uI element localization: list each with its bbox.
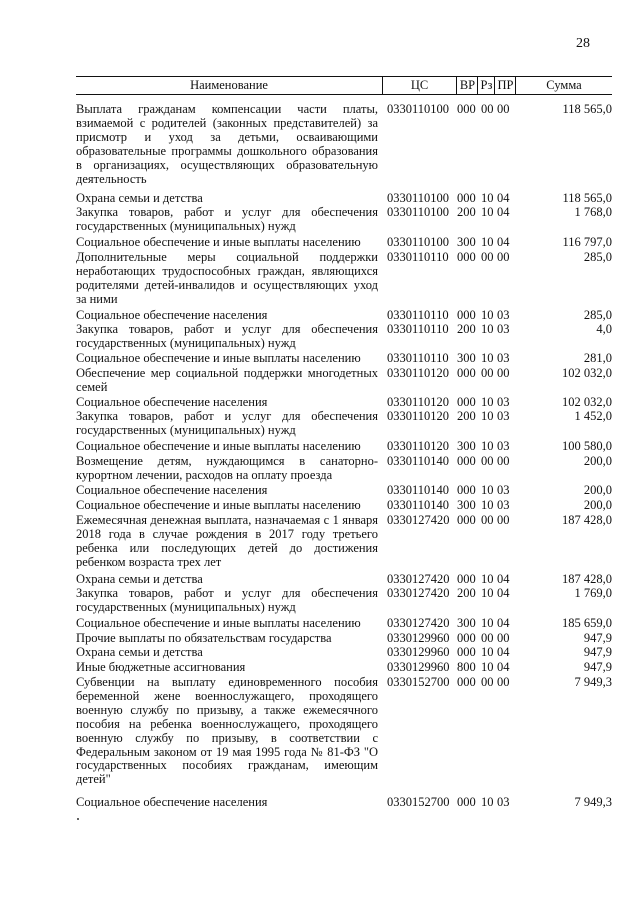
- row-rz: 00: [481, 250, 494, 264]
- row-pr: 04: [497, 660, 510, 674]
- row-pr: 04: [497, 645, 510, 659]
- header-name: Наименование: [190, 78, 268, 92]
- row-vr: 300: [457, 351, 476, 365]
- row-rz: 10: [481, 308, 494, 322]
- row-vr: 000: [457, 395, 476, 409]
- row-pr: 03: [497, 483, 510, 497]
- row-vr: 000: [457, 366, 476, 380]
- row-sum: 102 032,0: [562, 366, 612, 380]
- row-pr: 04: [497, 205, 510, 219]
- row-vr: 200: [457, 322, 476, 336]
- row-sum: 281,0: [583, 351, 612, 365]
- row-vr: 000: [457, 102, 476, 116]
- row-pr: 03: [497, 322, 510, 336]
- row-sum: 200,0: [583, 454, 612, 468]
- row-cs: 0330127420: [387, 616, 450, 630]
- row-cs: 0330127420: [387, 572, 450, 586]
- row-vr: 300: [457, 616, 476, 630]
- row-vr: 800: [457, 660, 476, 674]
- row-sum: 187 428,0: [562, 572, 612, 586]
- row-name: Закупка товаров, работ и услуг для обеспечения государственных (муниципальных) нужд: [76, 205, 378, 233]
- row-name: Закупка товаров, работ и услуг для обеспечения государственных (муниципальных) нужд: [76, 586, 378, 614]
- row-sum: 1 452,0: [574, 409, 612, 423]
- row-pr: 03: [497, 498, 510, 512]
- row-cs: 0330152700: [387, 675, 450, 689]
- row-name: Ежемесячная денежная выплата, назначаемая с 1 января 2018 года в случае рождения в 2017 году третьего ребенка или последующих детей до достижения ребенком возраста трех лет: [76, 513, 378, 569]
- row-rz: 10: [481, 191, 494, 205]
- row-cs: 0330110120: [387, 409, 450, 423]
- row-name: Социальное обеспечение и иные выплаты населению: [76, 351, 361, 365]
- row-rz: 10: [481, 616, 494, 630]
- row-pr: 03: [497, 795, 510, 809]
- row-name: Социальное обеспечение населения: [76, 483, 268, 497]
- row-name: Социальное обеспечение и иные выплаты населению: [76, 498, 361, 512]
- row-name: Социальное обеспечение населения: [76, 795, 268, 809]
- row-vr: 000: [457, 795, 476, 809]
- header-rz: Рз: [480, 78, 493, 92]
- row-sum: 118 565,0: [562, 191, 612, 205]
- row-vr: 000: [457, 454, 476, 468]
- header-bottom-rule: [76, 94, 612, 95]
- row-name: Социальное обеспечение населения: [76, 308, 268, 322]
- header-divider: [456, 76, 457, 95]
- row-sum: 7 949,3: [574, 675, 612, 689]
- row-rz: 10: [481, 395, 494, 409]
- row-name: Иные бюджетные ассигнования: [76, 660, 246, 674]
- row-rz: 00: [481, 631, 494, 645]
- row-rz: 00: [481, 366, 494, 380]
- row-pr: 00: [497, 454, 510, 468]
- row-sum: 1 768,0: [574, 205, 612, 219]
- row-vr: 300: [457, 439, 476, 453]
- row-rz: 00: [481, 102, 494, 116]
- row-rz: 00: [481, 675, 494, 689]
- row-cs: 0330110100: [387, 102, 450, 116]
- row-cs: 0330110110: [387, 351, 449, 365]
- row-cs: 0330129960: [387, 631, 450, 645]
- row-rz: 10: [481, 572, 494, 586]
- row-cs: 0330127420: [387, 513, 450, 527]
- row-name: Выплата гражданам компенсации части платы, взимаемой с родителей (законных представителей) за присмотр и уход за детьми, осваивающими образовательные программы дошкольного образования в организациях, осуществляющих образовательную деятельность: [76, 102, 378, 186]
- header-cs: ЦС: [410, 78, 429, 92]
- row-name: Дополнительные меры социальной поддержки неработающих трудоспособных граждан, являющихся родителями детей-инвалидов и осуществляющих уход за ними: [76, 250, 378, 306]
- header-pr: ПР: [497, 78, 514, 92]
- row-rz: 10: [481, 351, 494, 365]
- row-sum: 285,0: [583, 308, 612, 322]
- row-vr: 300: [457, 498, 476, 512]
- row-vr: 300: [457, 235, 476, 249]
- row-vr: 200: [457, 409, 476, 423]
- header-sum: Сумма: [546, 78, 582, 92]
- row-sum: 200,0: [583, 483, 612, 497]
- row-cs: 0330110140: [387, 483, 450, 497]
- row-sum: 947,9: [583, 660, 612, 674]
- row-rz: 10: [481, 660, 494, 674]
- page-number: 28: [576, 36, 590, 51]
- row-cs: 0330110110: [387, 308, 449, 322]
- row-vr: 000: [457, 483, 476, 497]
- row-sum: 102 032,0: [562, 395, 612, 409]
- row-pr: 00: [497, 102, 510, 116]
- row-vr: 000: [457, 572, 476, 586]
- row-name: Охрана семьи и детства: [76, 572, 203, 586]
- row-name: Социальное обеспечение и иные выплаты населению: [76, 616, 361, 630]
- row-name: Охрана семьи и детства: [76, 645, 203, 659]
- row-name: Охрана семьи и детства: [76, 191, 203, 205]
- row-name: Закупка товаров, работ и услуг для обеспечения государственных (муниципальных) нужд: [76, 322, 378, 350]
- row-vr: 200: [457, 586, 476, 600]
- row-sum: 285,0: [583, 250, 612, 264]
- row-cs: 0330129960: [387, 660, 450, 674]
- row-vr: 000: [457, 250, 476, 264]
- row-vr: 000: [457, 645, 476, 659]
- row-sum: 947,9: [583, 631, 612, 645]
- row-cs: 0330110140: [387, 454, 450, 468]
- row-sum: 116 797,0: [562, 235, 612, 249]
- row-pr: 00: [497, 631, 510, 645]
- row-pr: 03: [497, 409, 510, 423]
- row-rz: 10: [481, 498, 494, 512]
- row-rz: 10: [481, 235, 494, 249]
- row-rz: 00: [481, 513, 494, 527]
- row-name: Обеспечение мер социальной поддержки многодетных семей: [76, 366, 378, 394]
- scan-speck: [77, 818, 79, 820]
- row-cs: 0330152700: [387, 795, 450, 809]
- row-vr: 000: [457, 631, 476, 645]
- row-name: Закупка товаров, работ и услуг для обеспечения государственных (муниципальных) нужд: [76, 409, 378, 437]
- row-pr: 04: [497, 235, 510, 249]
- row-sum: 118 565,0: [562, 102, 612, 116]
- row-pr: 03: [497, 351, 510, 365]
- row-pr: 04: [497, 586, 510, 600]
- row-pr: 00: [497, 250, 510, 264]
- row-cs: 0330110140: [387, 498, 450, 512]
- row-sum: 7 949,3: [574, 795, 612, 809]
- row-name: Социальное обеспечение и иные выплаты населению: [76, 235, 361, 249]
- header-divider: [382, 76, 383, 95]
- row-sum: 200,0: [583, 498, 612, 512]
- row-vr: 000: [457, 308, 476, 322]
- row-pr: 04: [497, 191, 510, 205]
- header-vr: ВР: [459, 78, 476, 92]
- row-cs: 0330110110: [387, 250, 449, 264]
- row-pr: 04: [497, 572, 510, 586]
- row-pr: 00: [497, 366, 510, 380]
- row-sum: 4,0: [596, 322, 612, 336]
- row-sum: 187 428,0: [562, 513, 612, 527]
- row-pr: 03: [497, 308, 510, 322]
- row-rz: 10: [481, 439, 494, 453]
- row-name: Субвенции на выплату единовременного пособия беременной жене военнослужащего, проходящего военную службу по призыву, а также ежемесячного пособия на ребенка военнослужащего, проходящего военную службу по призыву, в соответствии с Федеральным законом от 19 мая 1995 года № 81-ФЗ "О государственных пособиях гражданам, имеющим детей": [76, 675, 378, 787]
- row-vr: 000: [457, 675, 476, 689]
- row-name: Прочие выплаты по обязательствам государства: [76, 631, 332, 645]
- row-rz: 10: [481, 409, 494, 423]
- row-cs: 0330110100: [387, 205, 450, 219]
- header-divider: [477, 76, 478, 95]
- row-rz: 10: [481, 586, 494, 600]
- row-rz: 10: [481, 322, 494, 336]
- row-sum: 1 769,0: [574, 586, 612, 600]
- row-name: Социальное обеспечение населения: [76, 395, 268, 409]
- row-vr: 000: [457, 191, 476, 205]
- row-sum: 185 659,0: [562, 616, 612, 630]
- row-cs: 0330110110: [387, 322, 449, 336]
- row-pr: 03: [497, 395, 510, 409]
- row-rz: 10: [481, 205, 494, 219]
- row-sum: 947,9: [583, 645, 612, 659]
- row-rz: 10: [481, 645, 494, 659]
- row-rz: 00: [481, 454, 494, 468]
- header-divider: [494, 76, 495, 95]
- row-cs: 0330110100: [387, 191, 450, 205]
- row-vr: 000: [457, 513, 476, 527]
- header-divider: [515, 76, 516, 95]
- row-cs: 0330110100: [387, 235, 450, 249]
- row-cs: 0330127420: [387, 586, 450, 600]
- row-pr: 03: [497, 439, 510, 453]
- row-sum: 100 580,0: [562, 439, 612, 453]
- row-cs: 0330110120: [387, 439, 450, 453]
- row-cs: 0330110120: [387, 366, 450, 380]
- row-cs: 0330110120: [387, 395, 450, 409]
- row-pr: 04: [497, 616, 510, 630]
- row-pr: 00: [497, 675, 510, 689]
- row-name: Возмещение детям, нуждающимся в санаторно-курортном лечении, расходов на оплату проезда: [76, 454, 378, 482]
- row-name: Социальное обеспечение и иные выплаты населению: [76, 439, 361, 453]
- row-pr: 00: [497, 513, 510, 527]
- row-rz: 10: [481, 795, 494, 809]
- row-cs: 0330129960: [387, 645, 450, 659]
- row-vr: 200: [457, 205, 476, 219]
- row-rz: 10: [481, 483, 494, 497]
- table-header: [0, 76, 638, 94]
- header-top-rule: [76, 76, 612, 77]
